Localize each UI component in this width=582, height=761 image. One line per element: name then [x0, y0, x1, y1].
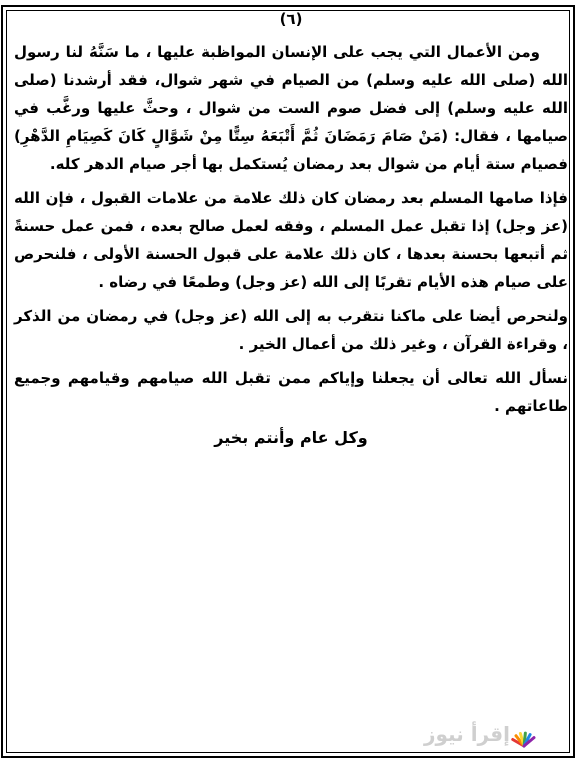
closing-line: وكل عام وأنتم بخير: [214, 428, 368, 447]
paragraph-supplication: نسأل الله تعالى أن يجعلنا وإياكم ممن تقبل الله صيامهم وقيامهم وجميع طاعاتهم .: [14, 369, 568, 415]
watermark-logo: [424, 717, 554, 751]
closing-greeting: [14, 424, 568, 452]
article-body: [14, 38, 568, 452]
paragraph-continue-good-deeds: ولنحرص أيضا على ماكنا نتقرب به إلى الله (عز وجل) في رمضان من الذكر ، وقراءة القرآن ، وغير ذلك من أعمال الخير .: [14, 307, 568, 353]
paragraph-shawwal-fasting: ومن الأعمال التي يجب على الإنسان المواظبة عليها ، ما سَنَّهُ لنا رسول الله (صلى الله عليه وسلم) من الصيام في شهر شوال، فقد أرشدنا (صلى الله عليه وسلم) إلى فضل صوم الست من شوال ، وحثَّ عليها ورغَّب في صيامها ، فقال: (مَنْ صَامَ رَمَضَانَ ثُمَّ أَتْبَعَهُ سِتًّا مِنْ شَوَّالٍ كَانَ كَصِيَامِ الدَّهْرِ) فصيام ستة أيام من شوال بعد رمضان يُستكمل بها أجر صيام الدهر كله.: [14, 43, 568, 173]
logo-text: إقرأ نيوز: [424, 722, 510, 746]
paragraph-acceptance-sign: فإذا صامها المسلم بعد رمضان كان ذلك علامة من علامات القبول ، فإن الله (عز وجل) إذا تقبل عمل المسلم ، وفقه لعمل صالح بعده ، فمن عمل حسنةً ثم أتبعها بحسنة بعدها ، كان ذلك علامة على قبول الحسنة الأولى ، فلنحرص على صيام هذه الأيام تقربًا إلى الله (عز وجل) وطمعًا في رضاه .: [14, 189, 568, 291]
fan-rays-logo-icon: [510, 720, 538, 748]
page-number: (٦): [279, 10, 303, 28]
